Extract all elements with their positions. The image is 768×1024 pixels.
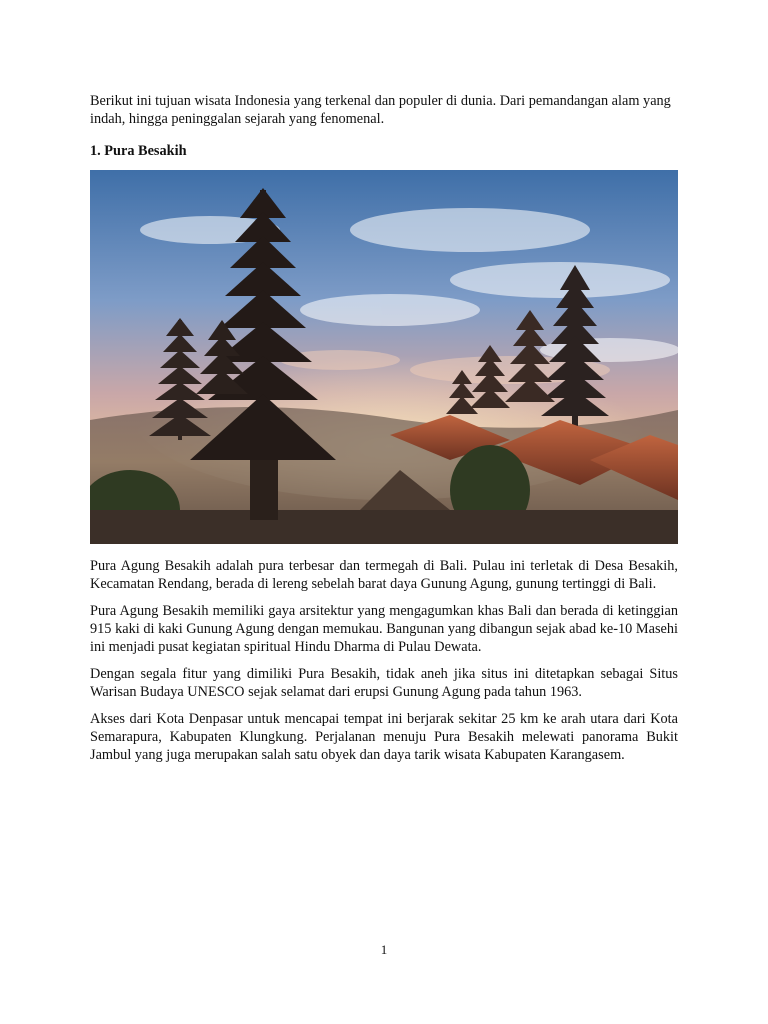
page-content — [90, 92, 678, 773]
temple-photo — [90, 170, 678, 544]
page-number: 1 — [380, 942, 388, 957]
paragraph-1: Pura Agung Besakih adalah pura terbesar dan termegah di Bali. Pulau ini terletak di Desa Besakih, Kecamatan Rendang, berada di lereng sebelah barat daya Gunung Agung, gunung tertinggi di Bali. — [90, 558, 678, 592]
intro-paragraph: Berikut ini tujuan wisata Indonesia yang terkenal dan populer di dunia. Dari pemandangan alam yang indah, hingga peninggalan sejarah yang fenomenal. — [90, 93, 671, 127]
paragraph-3: Dengan segala fitur yang dimiliki Pura Besakih, tidak aneh jika situs ini ditetapkan sebagai Situs Warisan Budaya UNESCO sejak selamat dari erupsi Gunung Agung pada tahun 1963. — [90, 666, 678, 700]
paragraph-2: Pura Agung Besakih memiliki gaya arsitektur yang mengagumkan khas Bali dan berada di ketinggian 915 kaki di kaki Gunung Agung dengan memukau. Bangunan yang dibangun sejak abad ke-10 Masehi ini menjadi pusat kegiatan spiritual Hindu Dharma di Pulau Dewata. — [90, 603, 678, 655]
paragraph-4: Akses dari Kota Denpasar untuk mencapai tempat ini berjarak sekitar 25 km ke arah utara dari Kota Semarapura, Kabupaten Klungkung. Perjalanan menuju Pura Besakih melewati panorama Bukit Jambul yang juga merupakan salah satu obyek dan daya tarik wisata Kabupaten Karangasem. — [90, 711, 678, 763]
section-heading: 1. Pura Besakih — [90, 143, 187, 159]
